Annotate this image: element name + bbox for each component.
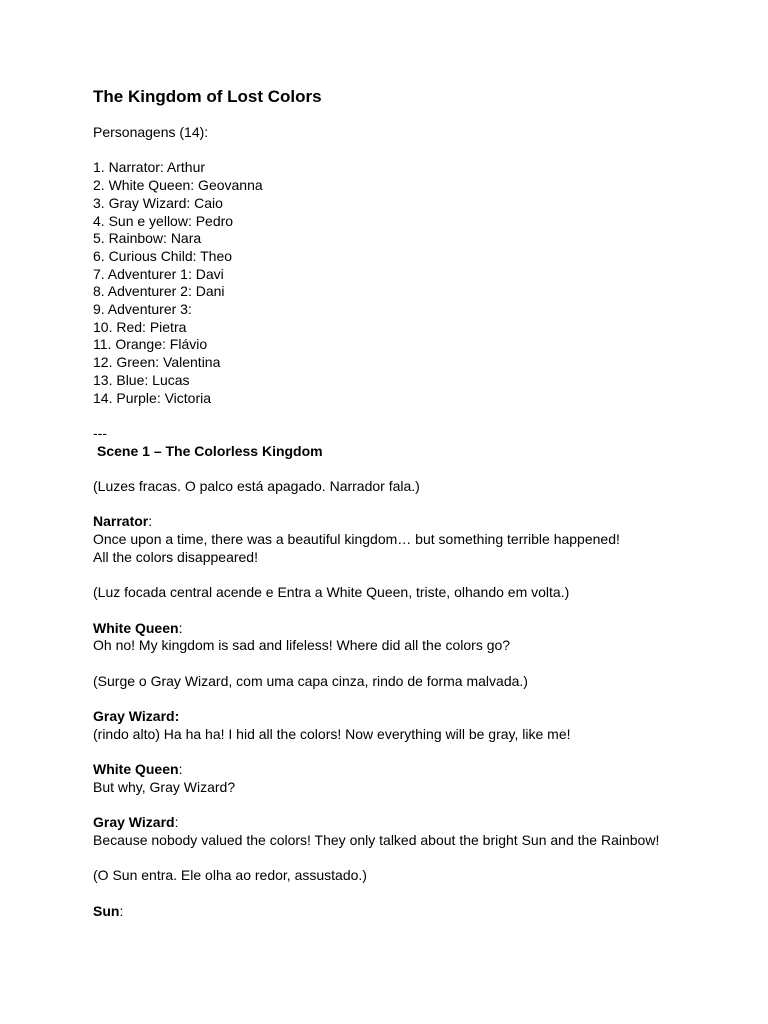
stage-direction: (Luz focada central acende e Entra a White Queen, triste, olhando em volta.) bbox=[93, 584, 570, 601]
spacer bbox=[93, 567, 733, 585]
speaker-line bbox=[93, 708, 733, 726]
document-page bbox=[93, 86, 733, 920]
speaker-name: White Queen bbox=[93, 619, 179, 636]
cast-item: 13. Blue: Lucas bbox=[93, 371, 190, 388]
document-title: The Kingdom of Lost Colors bbox=[93, 87, 322, 106]
dialogue-line: Because nobody valued the colors! They only talked about the bright Sun and the Rainbow! bbox=[93, 831, 660, 848]
speaker-line bbox=[93, 903, 733, 921]
spacer bbox=[93, 407, 733, 425]
cast-item: 2. White Queen: Geovanna bbox=[93, 177, 263, 194]
spacer bbox=[93, 743, 733, 761]
speaker-name: White Queen bbox=[93, 761, 179, 778]
dialogue-line: But why, Gray Wizard? bbox=[93, 778, 236, 795]
speaker-colon: : bbox=[148, 513, 153, 530]
cast-item: 5. Rainbow: Nara bbox=[93, 230, 202, 247]
cast-item: 7. Adventurer 1: Davi bbox=[93, 265, 224, 282]
cast-list bbox=[93, 159, 733, 407]
spacer bbox=[93, 655, 733, 673]
section-separator: --- bbox=[93, 424, 107, 441]
cast-heading: Personagens (14): bbox=[93, 124, 209, 140]
speaker-name: Narrator bbox=[93, 513, 149, 530]
dialogue-line: Oh no! My kingdom is sad and lifeless! Where did all the colors go? bbox=[93, 637, 511, 654]
spacer bbox=[93, 690, 733, 708]
spacer bbox=[93, 797, 733, 815]
dialogue-line: Once upon a time, there was a beautiful kingdom… but something terrible happened! bbox=[93, 531, 620, 548]
dialogue-line: All the colors disappeared! bbox=[93, 548, 258, 565]
cast-item: 8. Adventurer 2: Dani bbox=[93, 283, 225, 300]
spacer bbox=[93, 850, 733, 868]
cast-item: 11. Orange: Flávio bbox=[93, 336, 208, 353]
cast-item: 1. Narrator: Arthur bbox=[93, 159, 206, 176]
cast-item: 9. Adventurer 3: bbox=[93, 301, 192, 318]
stage-direction: (Surge o Gray Wizard, com uma capa cinza, rindo de forma malvada.) bbox=[93, 672, 528, 689]
speaker-colon: : bbox=[178, 761, 183, 778]
spacer bbox=[93, 142, 733, 160]
spacer bbox=[93, 602, 733, 620]
speaker-name: Sun bbox=[93, 902, 120, 919]
speaker-line bbox=[93, 513, 733, 531]
speaker-name: Gray Wizard bbox=[93, 814, 175, 831]
stage-direction: (Luzes fracas. O palco está apagado. Narrador fala.) bbox=[93, 478, 420, 495]
speaker-line bbox=[93, 814, 733, 832]
scene-title: Scene 1 – The Colorless Kingdom bbox=[97, 442, 323, 459]
speaker-name: Gray Wizard: bbox=[93, 708, 180, 725]
cast-item: 4. Sun e yellow: Pedro bbox=[93, 212, 234, 229]
spacer bbox=[93, 460, 733, 478]
cast-item: 12. Green: Valentina bbox=[93, 354, 221, 371]
speaker-line bbox=[93, 620, 733, 638]
stage-direction: (O Sun entra. Ele olha ao redor, assustado.) bbox=[93, 867, 367, 884]
cast-item: 14. Purple: Victoria bbox=[93, 389, 212, 406]
spacer bbox=[93, 885, 733, 903]
speaker-colon: : bbox=[119, 902, 124, 919]
dialogue-line: (rindo alto) Ha ha ha! I hid all the colors! Now everything will be gray, like me! bbox=[93, 725, 571, 742]
speaker-colon: : bbox=[174, 814, 179, 831]
speaker-colon: : bbox=[178, 619, 183, 636]
spacer bbox=[93, 496, 733, 514]
cast-item: 3. Gray Wizard: Caio bbox=[93, 194, 223, 211]
cast-item: 6. Curious Child: Theo bbox=[93, 247, 233, 264]
speaker-line bbox=[93, 761, 733, 779]
cast-item: 10. Red: Pietra bbox=[93, 318, 187, 335]
